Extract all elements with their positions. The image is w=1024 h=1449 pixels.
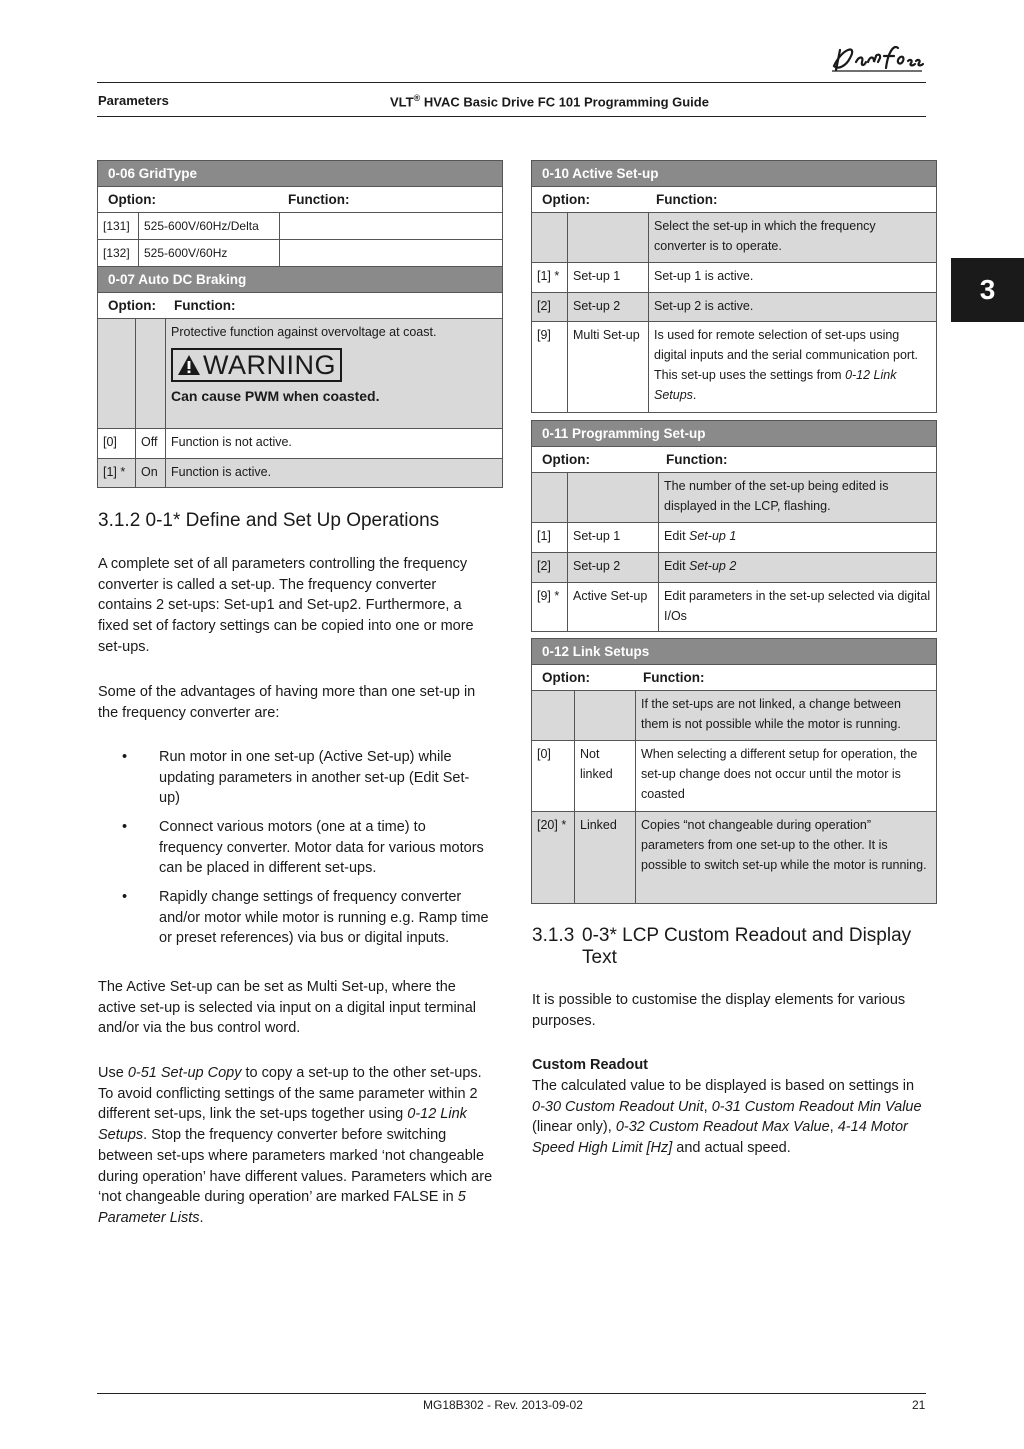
param-reference: 0-32 Custom Readout Max Value <box>615 1119 830 1136</box>
header-guide-title: VLT® HVAC Basic Drive FC 101 Programming Guide <box>390 93 709 110</box>
paragraph: Use 0-51 Set-up Copy to copy a set-up to the other set-ups. To avoid conflicting settings of the same parameter within 2 different set-ups, link the set-ups together using 0-12 Link Setups. Stop the frequency converter before switching between set-ups where parameters marked ‘not changeable during operation’ have different values. Parameters which are ‘not changeable during operation’ are marked FALSE in 5 Parameter Lists. <box>98 1065 493 1226</box>
footer-rule <box>97 1393 926 1394</box>
option-header: Option: <box>542 670 590 685</box>
param-reference: 0-51 Set-up Copy <box>127 1065 242 1081</box>
param-reference: 0-12 Link Setups <box>654 368 897 402</box>
function-header: Function: <box>174 298 236 313</box>
option-header: Option: <box>542 192 590 207</box>
table-row: The number of the set-up being edited is displayed in the LCP, flashing. <box>532 472 936 522</box>
param-table-0-10 <box>531 160 937 413</box>
danfoss-logo <box>828 40 926 76</box>
section-heading-3-1-2: 3.1.2 0-1* Define and Set Up Operations <box>98 510 440 531</box>
warning-label: WARNING <box>171 348 342 382</box>
table-row: [132] 525-600V/60Hz <box>98 239 502 266</box>
list-item: • Connect various motors (one at a time) to frequency converter. Motor data for various motors can be placed in different set-ups. <box>122 819 484 877</box>
table-row <box>98 318 502 428</box>
function-header: Function: <box>656 192 718 207</box>
footer-doc-id: MG18B302 - Rev. 2013-09-02 <box>423 1398 583 1412</box>
table-row: [131] 525-600V/60Hz/Delta <box>98 212 502 239</box>
paragraph: It is possible to customise the display elements for various purposes. <box>532 992 906 1029</box>
subheading-custom-readout: Custom Readout <box>532 1057 648 1073</box>
param-table-0-11 <box>531 420 937 632</box>
paragraph: A complete set of all parameters controlling the frequency converter is called a set-up. The frequency converter contains 2 set-ups: Set-up1 and Set-up2. Furthermore, a fixed set of factory settings can be copied into one or more set-ups. <box>98 556 474 655</box>
header-section: Parameters <box>98 93 169 108</box>
bullet-icon: • <box>122 749 128 765</box>
param-title: 0-06 GridType <box>98 161 502 186</box>
option-header: Option: <box>108 298 156 313</box>
page-number: 21 <box>912 1398 926 1412</box>
table-row: [9] Multi Set-up Is used for remote selection of set-ups using digital inputs and the serial communication port. This set-up uses the settings from 0-12 Link Setups. <box>532 321 936 412</box>
list-item: • Run motor in one set-up (Active Set-up) while updating parameters in another set-up (Edit Set-up) <box>122 749 470 807</box>
table-row: [0] Off Function is not active. <box>98 428 502 458</box>
param-table-0-06 <box>97 160 503 267</box>
table-row: [2] Set-up 2 Set-up 2 is active. <box>532 292 936 321</box>
param-table-0-07 <box>97 266 503 488</box>
table-row: [20] * Linked Copies “not changeable during operation” parameters from one set-up to the other. It is possible to switch set-up while the motor is running. <box>532 811 936 903</box>
table-row: If the set-ups are not linked, a change between them is not possible while the motor is running. <box>532 690 936 740</box>
paragraph: The calculated value to be displayed is based on settings in 0-30 Custom Readout Unit, 0-31 Custom Readout Min Value (linear only), 0-32 Custom Readout Max Value, 4-14 Motor Speed High Limit [Hz] and actual speed. <box>532 1078 922 1157</box>
section-heading-3-1-3: 3.1.3 0-3* LCP Custom Readout and Display Text <box>532 925 912 968</box>
table-row: Select the set-up in which the frequency converter is to operate. <box>532 212 936 262</box>
header-rule-bottom <box>97 116 926 117</box>
function-header: Function: <box>666 452 728 467</box>
param-title: 0-07 Auto DC Braking <box>98 267 502 292</box>
bullet-icon: • <box>122 819 128 835</box>
table-row: [1] * Set-up 1 Set-up 1 is active. <box>532 262 936 292</box>
param-table-0-12 <box>531 638 937 904</box>
param-reference: 0-12 Link Setups <box>98 1106 467 1144</box>
function-header: Function: <box>643 670 705 685</box>
param-title: 0-10 Active Set-up <box>532 161 936 186</box>
option-header: Option: <box>542 452 590 467</box>
table-row: [1] * On Function is active. <box>98 458 502 487</box>
param-reference: 0-30 Custom Readout Unit <box>532 1098 704 1115</box>
table-row: [0] Not linked When selecting a different setup for operation, the set-up change does not occur until the motor is coasted <box>532 740 936 811</box>
param-reference: 4-14 Motor Speed High Limit [Hz] <box>532 1119 908 1157</box>
option-header: Option: <box>108 192 156 207</box>
table-row: [9] * Active Set-up Edit parameters in the set-up selected via digital I/Os <box>532 582 936 631</box>
bullet-icon: • <box>122 889 128 905</box>
param-reference: 0-31 Custom Readout Min Value <box>711 1098 922 1115</box>
param-description: Protective function against overvoltage at coast. <box>171 325 437 339</box>
table-row: [1] Set-up 1 Edit Set-up 1 <box>532 522 936 552</box>
table-row: [2] Set-up 2 Edit Set-up 2 <box>532 552 936 582</box>
paragraph: Some of the advantages of having more than one set-up in the frequency converter are: <box>98 684 476 721</box>
chapter-tab: 3 <box>951 258 1024 322</box>
header-rule-top <box>97 82 926 83</box>
param-title: 0-11 Programming Set-up <box>532 421 936 446</box>
list-item: • Rapidly change settings of frequency converter and/or motor while motor is running e.g. Ramp time or preset references) via bus or digital inputs. <box>122 889 489 947</box>
warning-text: Can cause PWM when coasted. <box>171 388 380 404</box>
function-header: Function: <box>288 192 350 207</box>
warning-icon <box>177 354 201 376</box>
paragraph: The Active Set-up can be set as Multi Set-up, where the active set-up is selected via input on a digital input terminal and/or via the bus control word. <box>98 979 477 1037</box>
chapter-reference: 5 Parameter Lists <box>98 1189 466 1226</box>
param-title: 0-12 Link Setups <box>532 639 936 664</box>
